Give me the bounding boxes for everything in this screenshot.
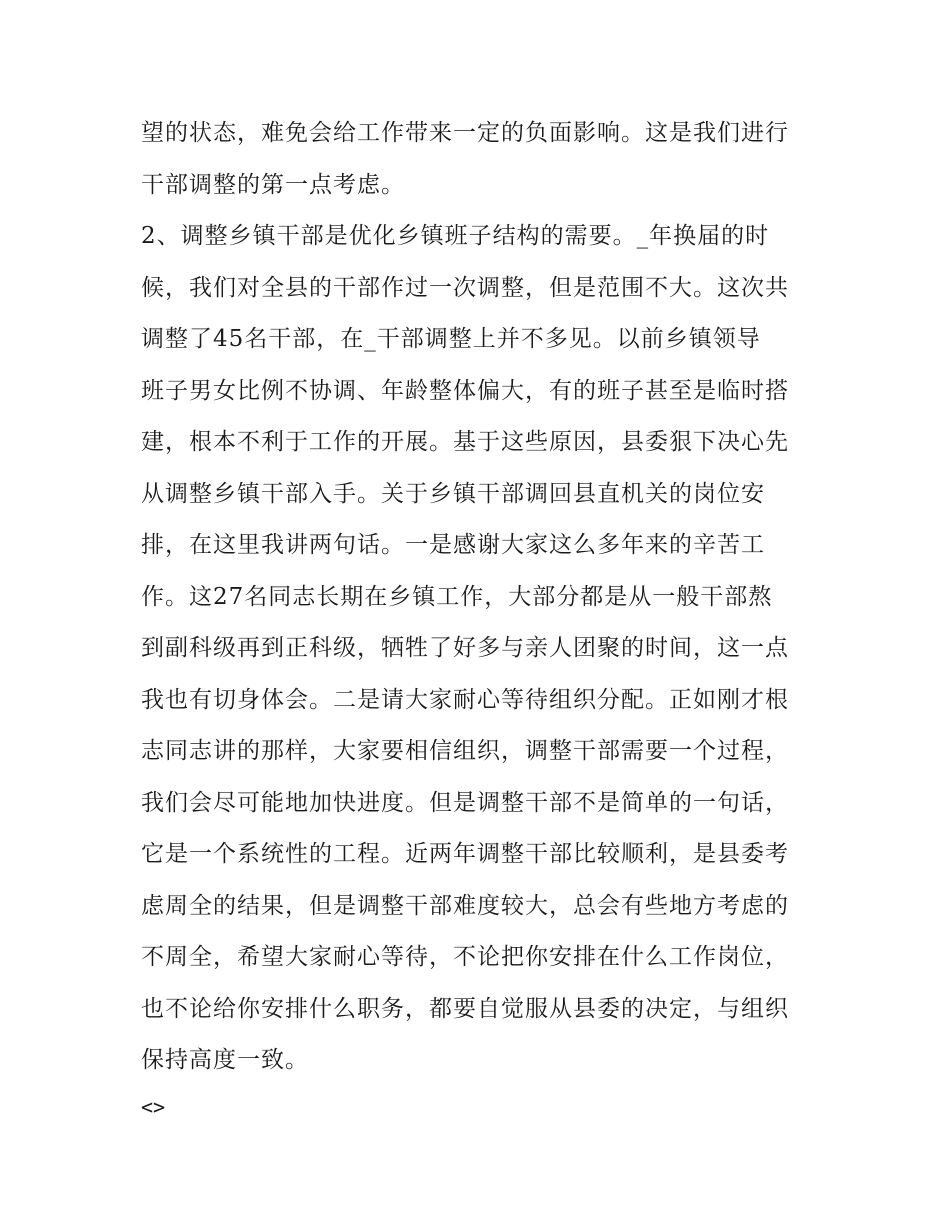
text-line: 班子男女比例不协调、年龄整体偏大，有的班子甚至是临时搭: [141, 377, 789, 404]
text-line: 也不论给你安排什么职务，都要自觉服从县委的决定，与组织: [141, 995, 789, 1022]
body-text: [141, 108, 813, 1127]
text-line: 保持高度一致。: [141, 1047, 309, 1073]
text-line: 望的状态，难免会给工作带来一定的负面影响。这是我们进行: [141, 120, 789, 146]
text-line: 到副科级再到正科级，牺牲了好多与亲人团聚的时间，这一点: [141, 635, 789, 661]
text-line: 排，在这里我讲两句话。一是感谢大家这么多年来的辛苦工: [141, 532, 765, 558]
text-line: 作。这27名同志长期在乡镇工作，大部分都是从一般干部熬: [141, 583, 773, 610]
text-line: 建，根本不利于工作的开展。基于这些原因，县委狠下决心先: [141, 429, 789, 455]
text-line: 从调整乡镇干部入手。关于乡镇干部调回县直机关的岗位安: [141, 480, 765, 507]
end-mark: <>: [141, 1094, 166, 1119]
text-line: 我们会尽可能地加快进度。但是调整干部不是简单的一句话，: [141, 789, 789, 816]
text-line: 候，我们对全县的干部作过一次调整，但是范围不大。这次共: [141, 274, 789, 301]
text-line: 虑周全的结果，但是调整干部难度较大，总会有些地方考虑的: [141, 892, 789, 919]
text-line: 2、调整乡镇干部是优化乡镇班子结构的需要。_年换届的时: [141, 223, 770, 249]
text-line: 我也有切身体会。二是请大家耐心等待组织分配。正如刚才根: [141, 686, 789, 713]
text-line: 干部调整的第一点考虑。: [141, 171, 405, 198]
text-line: 志同志讲的那样，大家要相信组织，调整干部需要一个过程，: [141, 738, 789, 764]
text-line: 它是一个系统性的工程。近两年调整干部比较顺利，是县委考: [141, 841, 789, 867]
text-line: 调整了45名干部，在_干部调整上并不多见。以前乡镇领导: [141, 326, 761, 352]
text-line: 不周全，希望大家耐心等待，不论把你安排在什么工作岗位，: [141, 944, 789, 970]
